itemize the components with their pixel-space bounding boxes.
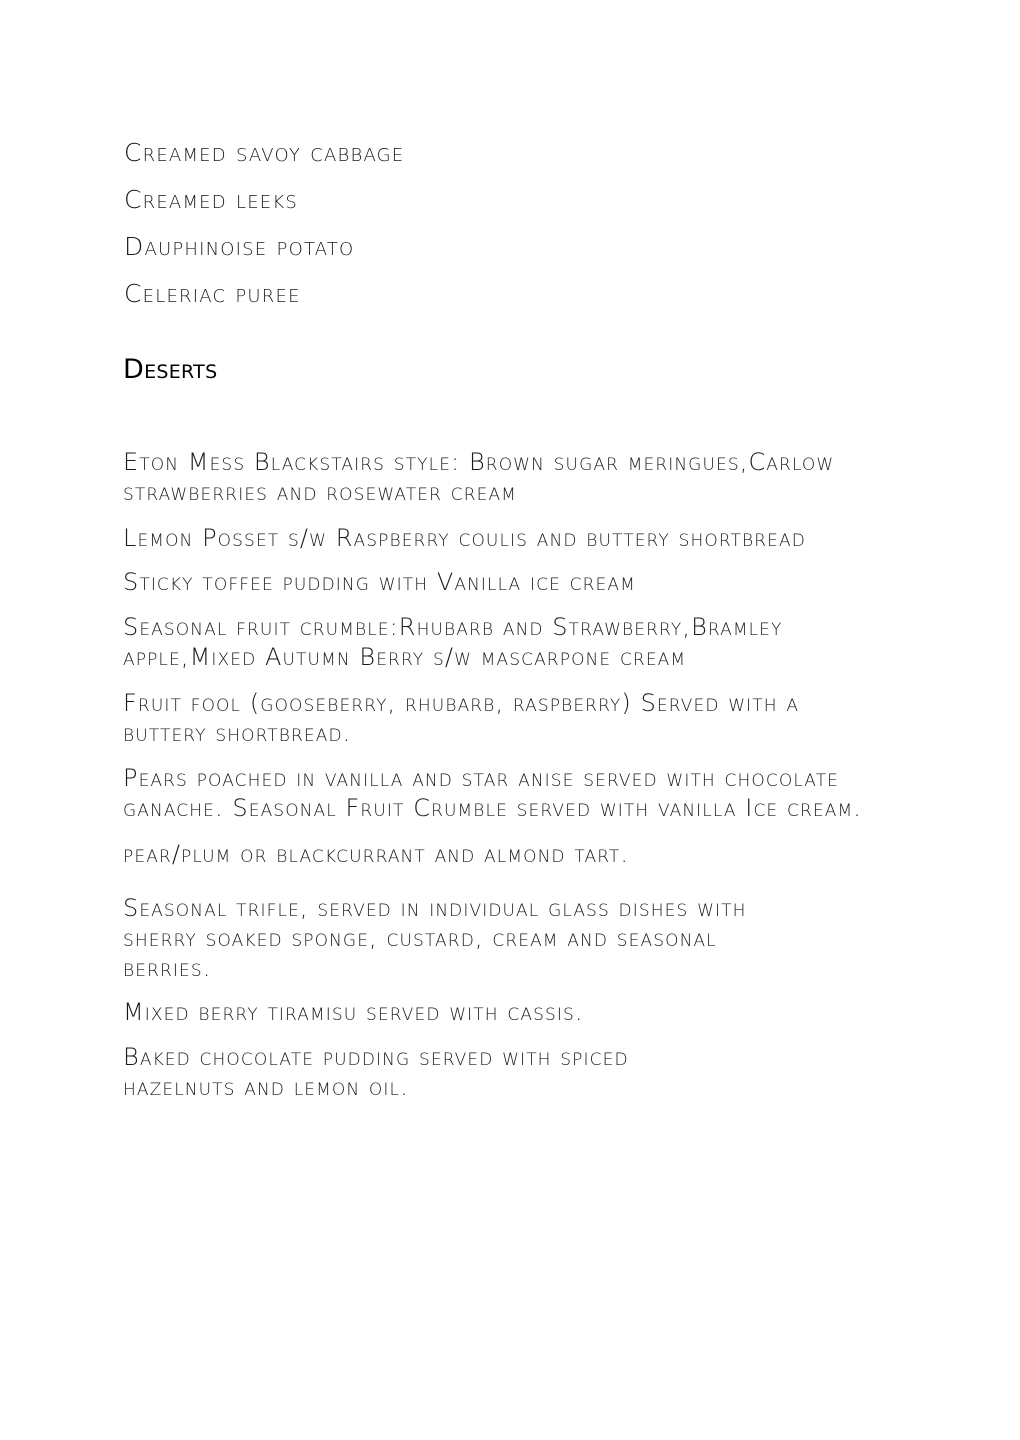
deserts-heading: Deserts [123,354,218,385]
desert-item [123,447,862,507]
desert-item-line: pear/plum or blackcurrant and almond tart. [123,840,630,868]
desert-item-line: Sticky toffee pudding with Vanilla ice cream [123,568,636,596]
desert-item-line: buttery shortbread. [123,719,352,747]
desert-item [123,612,862,672]
desert-item [123,523,862,553]
desert-item [123,1042,862,1102]
desert-item [123,997,862,1027]
desert-item-line: Pears poached in vanilla and star anise served with chocolate [123,764,840,792]
sides-list [124,138,404,326]
desert-item-line: Mixed berry tiramisu served with cassis. [123,998,584,1026]
desert-item-line: Lemon Posset s/w Raspberry coulis and buttery shortbread [123,524,806,552]
desert-item [123,763,862,823]
desert-item-line: Seasonal fruit crumble:Rhubarb and Strawberry,Bramley [123,613,783,641]
desert-item [123,688,862,748]
desert-item-line: sherry soaked sponge, custard, cream and seasonal [123,924,717,952]
desert-item-line: Fruit fool (gooseberry, rhubarb, raspberry) Served with a [123,689,800,717]
desert-item-line: apple,Mixed Autumn Berry s/w mascarpone cream [123,643,687,671]
desert-item-line: berries. [123,954,212,982]
side-item: Creamed leeks [124,185,298,214]
side-item: Dauphinoise potato [124,232,355,261]
desert-item [123,893,862,983]
desert-item-line: strawberries and rosewater cream [123,478,517,506]
side-item: Creamed savoy cabbage [124,138,405,167]
desert-item-line: ganache. Seasonal Fruit Crumble served with vanilla Ice cream. [123,794,862,822]
desert-item-line: Eton Mess Blackstairs style: Brown sugar meringues,Carlow [123,448,835,476]
desert-item-line: Baked chocolate pudding served with spiced [123,1043,629,1071]
desert-item [123,567,862,597]
desert-item-line: hazelnuts and lemon oil. [123,1073,409,1101]
desert-item-line: Seasonal trifle, served in individual glass dishes with [123,894,747,922]
deserts-list [123,447,862,1102]
desert-item [123,839,862,869]
side-item: Celeriac puree [124,279,301,308]
